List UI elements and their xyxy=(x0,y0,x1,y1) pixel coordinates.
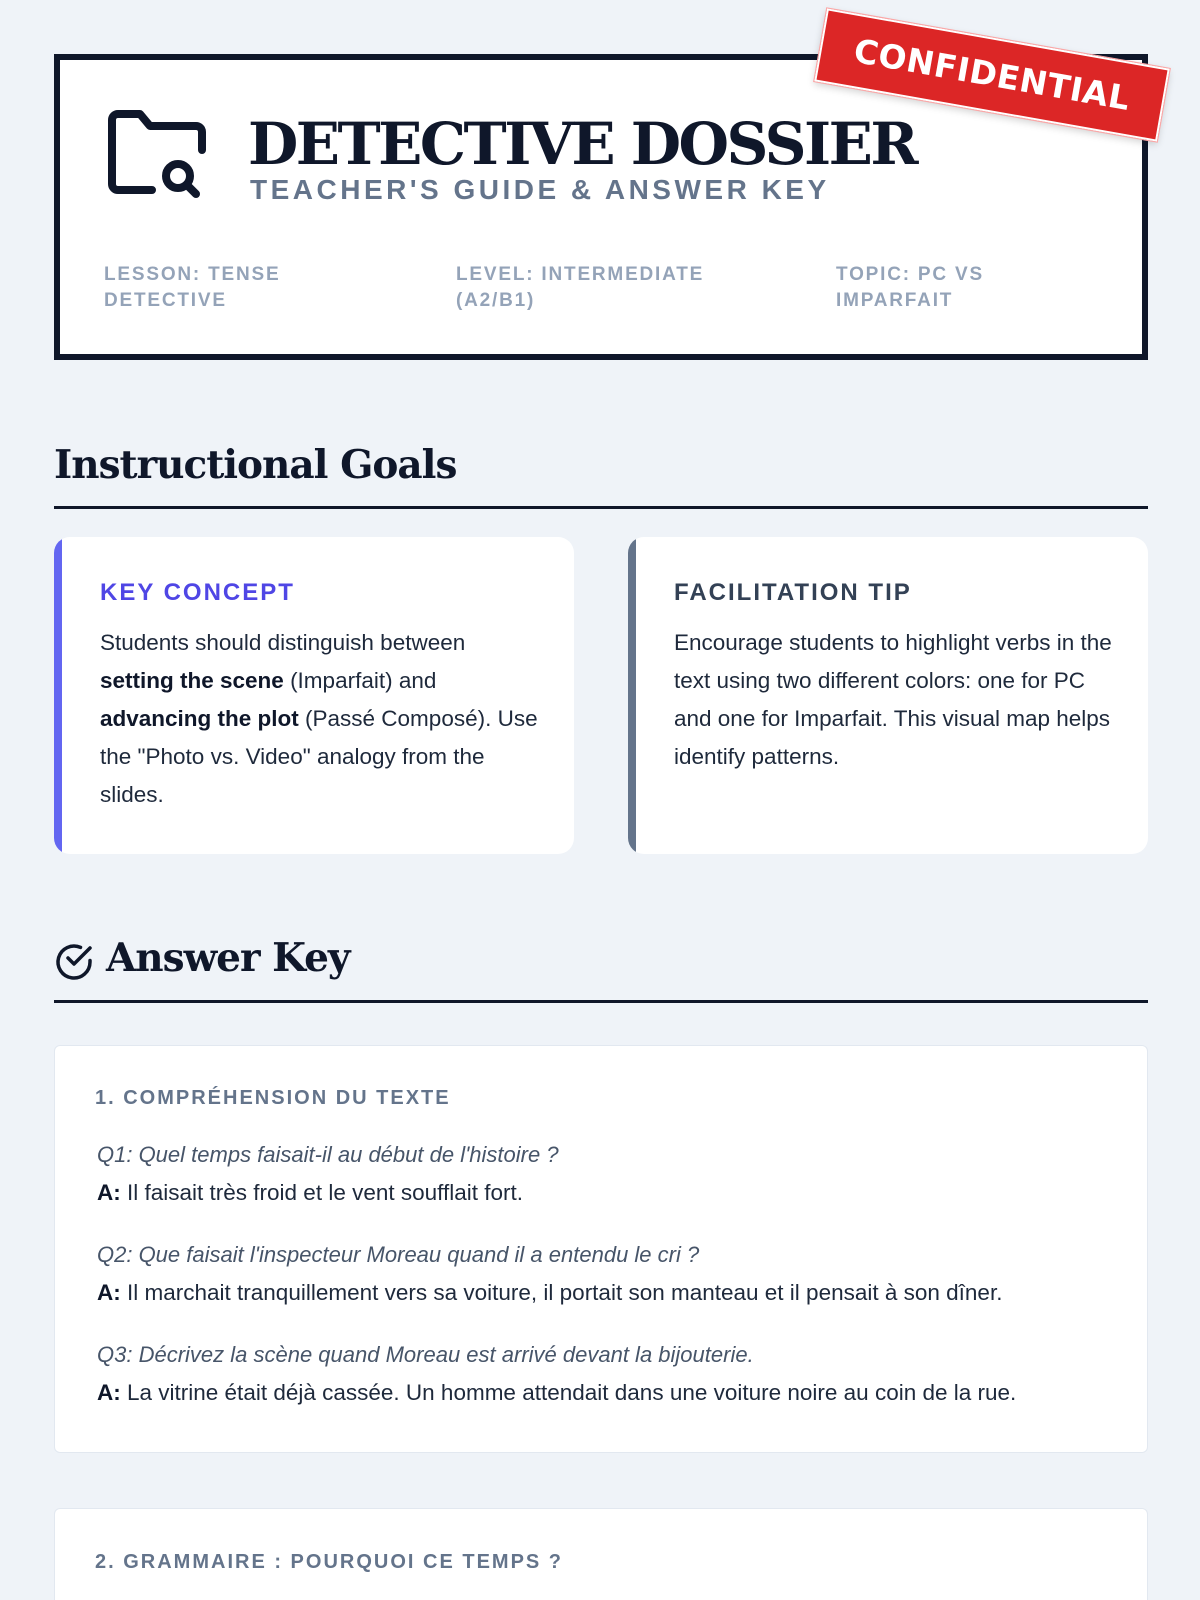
folder-search-icon xyxy=(106,110,206,202)
section-title-goals: Instructional Goals xyxy=(54,442,457,488)
confidential-stamp: CONFIDENTIAL xyxy=(814,8,1170,141)
document-subtitle: TEACHER'S GUIDE & ANSWER KEY xyxy=(250,174,830,205)
key-concept-accent-bar xyxy=(54,537,62,854)
key-concept-bold-scene: setting the scene xyxy=(100,668,284,693)
meta-lesson: LESSON: TENSE DETECTIVE xyxy=(104,264,281,311)
question-text: Q1: Quel temps faisait-il au début de l'histoire ? xyxy=(97,1142,559,1167)
document-title: DETECTIVE DOSSIER xyxy=(248,110,917,178)
answer-text: A: La vitrine était déjà cassée. Un homme attendait dans une voiture noire au coin de la rue. xyxy=(97,1380,1017,1405)
question-text: Q2: Que faisait l'inspecteur Moreau quand il a entendu le cri ? xyxy=(97,1242,700,1267)
check-circle-icon xyxy=(54,942,94,982)
answer-section-card xyxy=(54,1508,1148,1600)
section-title-answer-key: Answer Key xyxy=(106,935,350,981)
key-concept-card xyxy=(54,537,574,854)
answer-text: A: Il marchait tranquillement vers sa voiture, il portait son manteau et il pensait à son dîner. xyxy=(97,1280,1003,1305)
facilitation-tip-text: Encourage students to highlight verbs in the text using two different colors: one for PC and one for Imparfait. This visual map helps identify patterns. xyxy=(674,630,1112,769)
key-concept-bold-plot: advancing the plot xyxy=(100,706,299,731)
key-concept-label: KEY CONCEPT xyxy=(100,579,295,606)
answer-section-heading: 2. GRAMMAIRE : POURQUOI CE TEMPS ? xyxy=(95,1551,564,1573)
facilitation-tip-card xyxy=(628,537,1148,854)
section-divider xyxy=(54,506,1148,509)
meta-level: LEVEL: INTERMEDIATE (A2/B1) xyxy=(456,264,705,311)
answer-section-heading: 1. COMPRÉHENSION DU TEXTE xyxy=(95,1087,451,1109)
meta-topic: TOPIC: PC VS IMPARFAIT xyxy=(836,264,984,311)
key-concept-text: Students should distinguish between setting the scene (Imparfait) and advancing the plot (Passé Composé). Use the "Photo vs. Video" analogy from the slides. xyxy=(100,630,538,807)
section-divider xyxy=(54,1000,1148,1003)
facilitation-tip-label: FACILITATION TIP xyxy=(674,579,912,606)
answer-section-card xyxy=(54,1045,1148,1453)
answer-text: A: Il faisait très froid et le vent soufflait fort. xyxy=(97,1180,524,1205)
facilitation-tip-accent-bar xyxy=(628,537,636,854)
question-text: Q3: Décrivez la scène quand Moreau est arrivé devant la bijouterie. xyxy=(97,1342,754,1367)
